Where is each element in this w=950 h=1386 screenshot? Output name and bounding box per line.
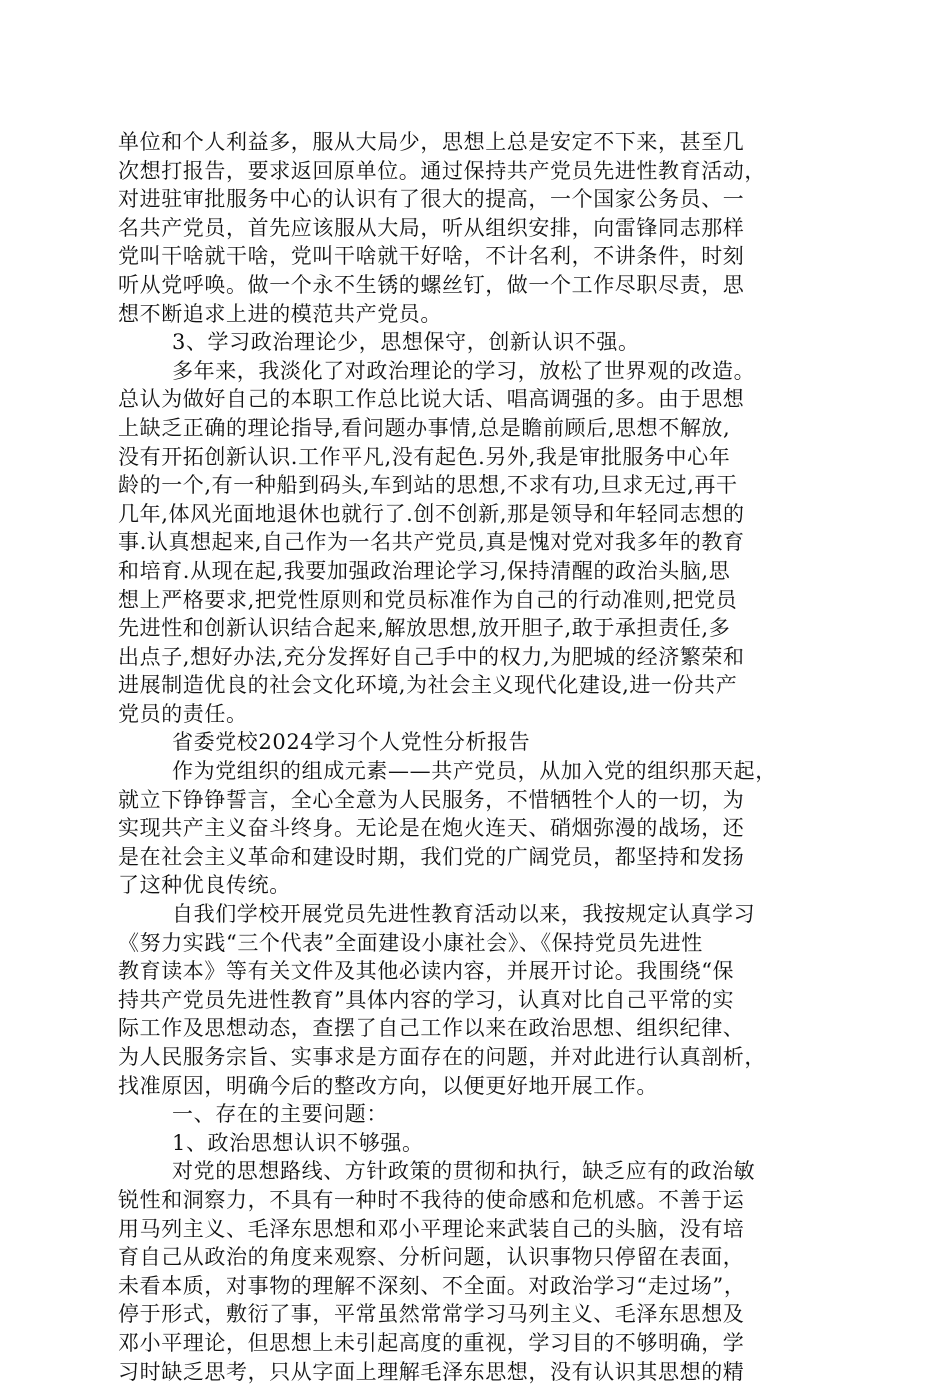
text-line: 3、学习政治理论少，思想保守，创新认识不强。 (172, 330, 640, 355)
text-line: 进展制造优良的社会文化环境,为社会主义现代化建设,进一份共产 (118, 673, 738, 698)
text-line: 是在社会主义革命和建设时期，我们党的广阔党员，都坚持和发扬 (118, 844, 745, 869)
text-line: 省委党校2024学习个人党性分析报告 (172, 730, 531, 755)
text-line: 自我们学校开展党员先进性教育活动以来，我按规定认真学习 (172, 902, 756, 927)
text-line: 单位和个人利益多，服从大局少，思想上总是安定不下来，甚至几 (118, 130, 745, 154)
text-line: 未看本质，对事物的理解不深刻、不全面。对政治学习“走过场”， (118, 1273, 746, 1298)
text-line: 停于形式，敷衍了事，平常虽然常常学习马列主义、毛泽东思想及 (118, 1302, 745, 1327)
text-line: 上缺乏正确的理论指导,看问题办事情,总是瞻前顾后,思想不解放, (118, 415, 731, 440)
text-line: 作为党组织的组成元素——共产党员，从加入党的组织那天起， (172, 759, 777, 784)
text-line: 党叫干啥就干啥，党叫干啥就干好啥，不计名利，不讲条件，时刻 (118, 244, 745, 269)
text-line: 对党的思想路线、方针政策的贯彻和执行，缺乏应有的政治敏 (172, 1159, 756, 1184)
text-line: 用马列主义、毛泽东思想和邓小平理论来武装自己的头脑，没有培 (118, 1216, 745, 1241)
text-line: 持共产党员先进性教育”具体内容的学习，认真对比自己平常的实 (118, 987, 735, 1012)
text-line: 一、存在的主要问题： (172, 1102, 388, 1127)
text-line: 出点子,想好办法,充分发挥好自己手中的权力,为肥城的经济繁荣和 (118, 644, 745, 669)
text-line: 想上严格要求,把党性原则和党员标准作为自己的行动准则,把党员 (118, 587, 738, 612)
text-line: 为人民服务宗旨、实事求是方面存在的问题，并对此进行认真剖析， (118, 1045, 766, 1069)
text-line: 际工作及思想动态，查摆了自己工作以来在政治思想、组织纪律、 (118, 1016, 745, 1041)
text-line: 就立下铮铮誓言，全心全意为人民服务，不惜牺牲个人的一切，为 (118, 787, 745, 812)
text-line: 锐性和洞察力，不具有一种时不我待的使命感和危机感。不善于运 (118, 1187, 745, 1212)
text-line: 想不断追求上进的模范共产党员。 (118, 301, 442, 326)
text-line: 对进驻审批服务中心的认识有了很大的提高，一个国家公务员、一 (118, 187, 745, 212)
text-line: 育自己从政治的角度来观察、分析问题，认识事物只停留在表面， (118, 1245, 745, 1270)
text-line: 党员的责任。 (118, 701, 248, 726)
text-line: 名共产党员，首先应该服从大局，听从组织安排，向雷锋同志那样 (118, 215, 745, 240)
text-line: 总认为做好自己的本职工作总比说大话、唱高调强的多。由于思想 (118, 387, 745, 412)
text-line: 听从党呼唤。做一个永不生锈的螺丝钉，做一个工作尽职尽责，思 (118, 272, 745, 297)
text-line: 教育读本》等有关文件及其他必读内容，并展开讨论。我围绕“保 (118, 959, 735, 984)
text-line: 没有开拓创新认识.工作平凡,没有起色.另外,我是审批服务中心年 (118, 444, 731, 469)
text-line: 了这种优良传统。 (118, 873, 291, 898)
text-line: 邓小平理论，但思想上未引起高度的重视，学习目的不够明确，学 (118, 1330, 745, 1355)
text-line: 《努力实践“三个代表”全面建设小康社会》、《保持党员先进性 (118, 930, 703, 955)
text-line: 1、政治思想认识不够强。 (172, 1130, 424, 1155)
text-line: 实现共产主义奋斗终身。无论是在炮火连天、硝烟弥漫的战场，还 (118, 816, 745, 841)
text-line: 习时缺乏思考，只从字面上理解毛泽东思想，没有认识其思想的精 (118, 1359, 745, 1384)
text-line: 事.认真想起来,自己作为一名共产党员,真是愧对党对我多年的教育 (118, 530, 745, 555)
text-line: 找准原因，明确今后的整改方向，以便更好地开展工作。 (118, 1073, 658, 1098)
document-body (118, 128, 834, 1386)
text-line: 多年来，我淡化了对政治理论的学习，放松了世界观的改造。 (172, 358, 756, 383)
text-line: 几年,体风光面地退休也就行了.创不创新,那是领导和年轻同志想的 (118, 501, 745, 526)
text-line: 龄的一个,有一种船到码头,车到站的思想,不求有功,旦求无过,再干 (118, 473, 738, 498)
text-line: 次想打报告，要求返回原单位。通过保持共产党员先进性教育活动， (118, 158, 766, 183)
text-line: 和培育.从现在起,我要加强政治理论学习,保持清醒的政治头脑,思 (118, 558, 731, 583)
text-line: 先进性和创新认识结合起来,解放思想,放开胆子,敢于承担责任,多 (118, 616, 731, 641)
